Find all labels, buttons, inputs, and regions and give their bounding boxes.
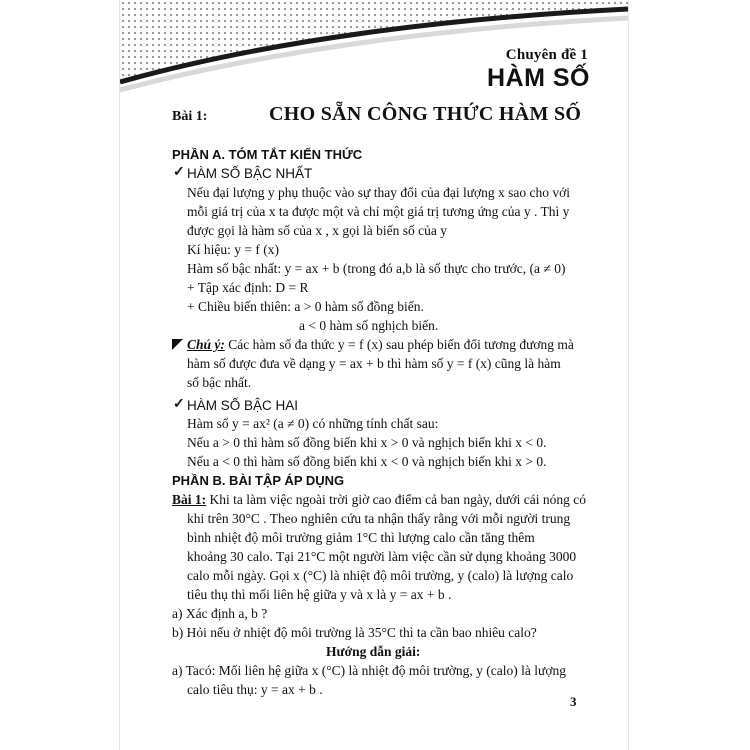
quadratic-function-heading: HÀM SỐ BẬC HAI xyxy=(187,398,299,413)
notation-line: Kí hiệu: y = f (x) xyxy=(187,242,279,257)
note-line-3: số bậc nhất. xyxy=(187,375,252,390)
monotonicity-line-2: a < 0 hàm số nghịch biến. xyxy=(299,318,439,333)
lesson-label: Bài 1: xyxy=(172,109,208,124)
problem-line-6: tiêu thụ thì mối liên hệ giữa y và x là y = ax + b . xyxy=(187,587,452,602)
linear-line-1: Nếu đại lượng y phụ thuộc vào sự thay đổi của đại lượng x sao cho với xyxy=(187,185,571,200)
linear-definition-line: Hàm số bậc nhất: y = ax + b (trong đó a,b là số thực cho trước, (a ≠ 0) xyxy=(187,261,566,276)
solution-heading: Hướng dẫn giải: xyxy=(326,644,421,659)
linear-function-heading: HÀM SỐ BẬC NHẤT xyxy=(187,166,313,181)
quadratic-line-2: Nếu a > 0 thì hàm số đồng biến khi x > 0 và nghịch biến khi x < 0. xyxy=(187,435,547,450)
quadratic-line-3: Nếu a < 0 thì hàm số đồng biến khi x < 0 và nghịch biến khi x > 0. xyxy=(187,454,547,469)
problem-line-2: khi trên 30°C . Theo nghiên cứu ta nhận thấy rằng với mỗi người trung xyxy=(187,511,571,526)
check-icon: ✓ xyxy=(173,397,185,412)
note-line-2: hàm số được đưa về dạng y = ax + b thì hàm số y = f (x) cũng là hàm xyxy=(187,356,561,371)
note-line-1 xyxy=(187,336,574,354)
part-a-heading: PHẦN A. TÓM TẮT KIẾN THỨC xyxy=(172,147,363,162)
check-icon: ✓ xyxy=(173,165,185,180)
quadratic-line-1: Hàm số y = ax² (a ≠ 0) có những tính chất sau: xyxy=(187,416,439,431)
lesson-title: CHO SẴN CÔNG THỨC HÀM SỐ xyxy=(269,103,582,125)
note-label: Chú ý: xyxy=(187,337,225,352)
problem-line-1 xyxy=(172,491,586,509)
question-a: a) Xác định a, b ? xyxy=(172,606,268,621)
monotonicity-line-1: + Chiều biến thiên: a > 0 hàm số đồng biến. xyxy=(187,299,424,314)
chapter-label: Chuyên đề 1 xyxy=(505,47,588,63)
linear-line-3: được gọi là hàm số của x , x gọi là biến số của y xyxy=(187,223,448,238)
problem-line-5: calo mỗi ngày. Gọi x (°C) là nhiệt độ môi trường, y (calo) là lượng calo xyxy=(187,568,574,583)
problem-line-3: bình nhiệt độ môi trường giảm 1°C thì lượng calo cần tăng thêm xyxy=(187,530,535,545)
problem-text-1: Khi ta làm việc ngoài trời giờ cao điểm cả ban ngày, dưới cái nóng có xyxy=(206,492,587,507)
domain-line: + Tập xác định: D = R xyxy=(187,280,309,295)
note-triangle-icon xyxy=(172,339,183,350)
page-number: 3 xyxy=(570,694,577,709)
linear-line-2: mỗi giá trị của x ta được một và chỉ một giá trị tương ứng của y . Thì y xyxy=(187,204,570,219)
note-text-1: Các hàm số đa thức y = f (x) sau phép biến đổi tương đương mà xyxy=(224,337,574,352)
header-decoration xyxy=(120,0,628,112)
solution-line-1: a) Tacó: Mối liên hệ giữa x (°C) là nhiệt độ môi trường, y (calo) là lượng xyxy=(172,663,566,678)
part-b-heading: PHẦN B. BÀI TẬP ÁP DỤNG xyxy=(172,473,345,488)
question-b: b) Hỏi nếu ở nhiệt độ môi trường là 35°C thì ta cần bao nhiêu calo? xyxy=(172,625,537,640)
chapter-title: HÀM SỐ xyxy=(487,64,590,92)
problem-label: Bài 1: xyxy=(172,492,207,507)
solution-line-2: calo tiêu thụ: y = ax + b . xyxy=(187,682,323,697)
problem-line-4: khoảng 30 calo. Tại 21°C một người làm việc cần sử dụng khoảng 3000 xyxy=(187,549,577,564)
